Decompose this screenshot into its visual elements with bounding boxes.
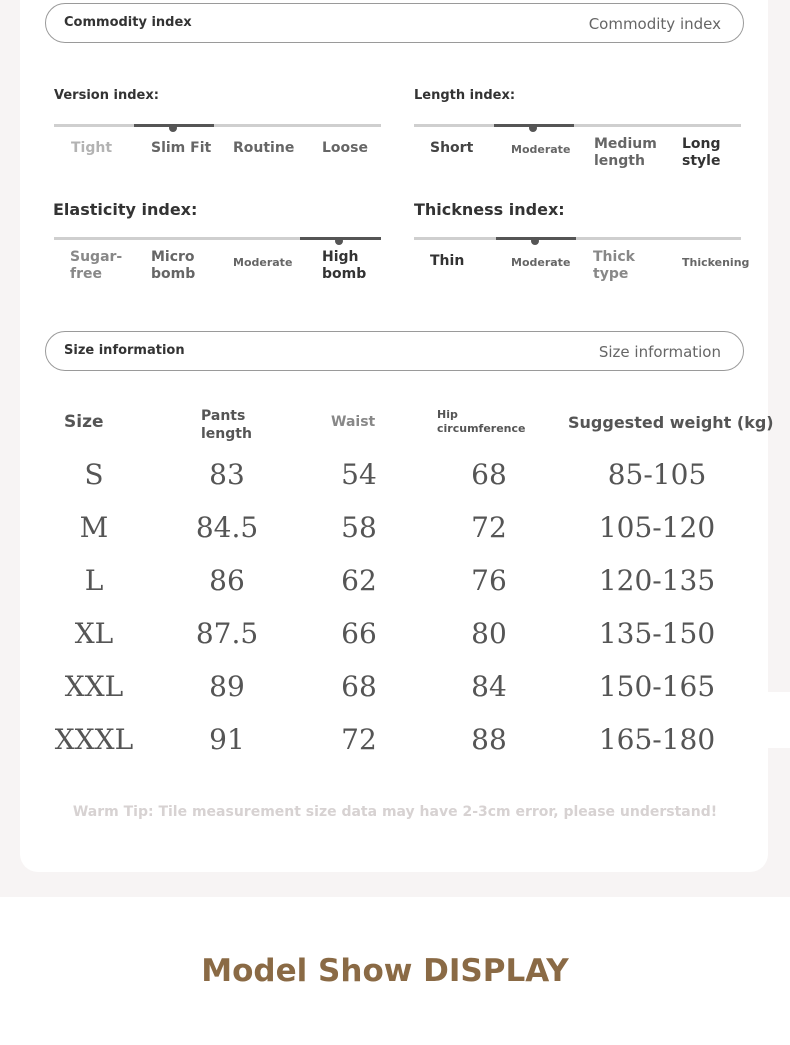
length-selected-dot bbox=[529, 124, 537, 132]
version-scale-track bbox=[54, 124, 381, 127]
elasticity-option-micro-bomb: Micro bomb bbox=[151, 249, 196, 282]
column-header-waist: Waist bbox=[331, 414, 376, 430]
length-scale-track bbox=[414, 124, 741, 127]
cell-pants-length: 83 bbox=[209, 458, 245, 491]
length-option-moderate: Moderate bbox=[511, 143, 571, 156]
cell-pants-length: 87.5 bbox=[195, 617, 259, 650]
cell-hip: 88 bbox=[471, 723, 507, 756]
cell-waist: 72 bbox=[341, 723, 377, 756]
size-information-subtitle: Size information bbox=[598, 343, 721, 361]
column-header-suggested-weight: Suggested weight (kg) bbox=[568, 413, 774, 432]
thickness-selected-dot bbox=[531, 237, 539, 245]
elasticity-option-high-bomb: High bomb bbox=[322, 249, 367, 282]
cell-weight: 85-105 bbox=[607, 458, 707, 491]
cell-waist: 68 bbox=[341, 670, 377, 703]
cell-size: S bbox=[84, 458, 104, 491]
column-header-pants-length: Pants length bbox=[201, 408, 252, 442]
cell-size: XXXL bbox=[54, 723, 134, 756]
version-index-label: Version index: bbox=[54, 88, 159, 103]
cell-size: L bbox=[84, 564, 104, 597]
elasticity-index-label: Elasticity index: bbox=[53, 200, 198, 219]
cell-hip: 68 bbox=[471, 458, 507, 491]
warm-tip: Warm Tip: Tile measurement size data may have 2-3cm error, please understand! bbox=[72, 804, 718, 820]
cell-pants-length: 84.5 bbox=[195, 511, 259, 544]
cell-waist: 66 bbox=[341, 617, 377, 650]
version-option-slim-fit: Slim Fit bbox=[151, 140, 212, 156]
cell-hip: 76 bbox=[471, 564, 507, 597]
length-option-medium-length: Medium length bbox=[594, 136, 657, 169]
cell-weight: 105-120 bbox=[598, 511, 716, 544]
version-option-routine: Routine bbox=[233, 140, 295, 156]
thickness-option-thickening: Thickening bbox=[682, 256, 750, 269]
cell-waist: 58 bbox=[341, 511, 377, 544]
thickness-option-thick-type: Thick type bbox=[593, 249, 635, 282]
column-header-size: Size bbox=[64, 412, 104, 432]
cell-hip: 72 bbox=[471, 511, 507, 544]
model-show-title: Model Show DISPLAY bbox=[201, 953, 569, 989]
length-option-short: Short bbox=[430, 140, 474, 156]
size-information-title: Size information bbox=[64, 343, 185, 358]
cell-waist: 54 bbox=[341, 458, 377, 491]
length-option-long-style: Long style bbox=[682, 136, 721, 169]
commodity-index-header bbox=[45, 3, 744, 43]
thickness-option-thin: Thin bbox=[430, 253, 465, 269]
cell-weight: 165-180 bbox=[598, 723, 716, 756]
thickness-scale-track bbox=[414, 237, 741, 240]
cell-weight: 150-165 bbox=[598, 670, 716, 703]
commodity-index-subtitle: Commodity index bbox=[588, 15, 721, 33]
column-header-hip-circumference: Hip circumference bbox=[437, 408, 526, 435]
cell-size: M bbox=[79, 511, 109, 544]
thickness-index-label: Thickness index: bbox=[414, 200, 565, 219]
cell-pants-length: 89 bbox=[209, 670, 245, 703]
cell-size: XL bbox=[74, 617, 114, 650]
cell-pants-length: 91 bbox=[209, 723, 245, 756]
length-index-label: Length index: bbox=[414, 88, 516, 103]
cell-hip: 80 bbox=[471, 617, 507, 650]
elasticity-option-moderate: Moderate bbox=[233, 256, 293, 269]
version-option-loose: Loose bbox=[322, 140, 368, 156]
elasticity-option-sugar-free: Sugar-free bbox=[70, 249, 123, 282]
cell-waist: 62 bbox=[341, 564, 377, 597]
cell-size: XXL bbox=[64, 670, 124, 703]
cell-weight: 135-150 bbox=[598, 617, 716, 650]
size-information-header bbox=[45, 331, 744, 371]
thickness-option-moderate: Moderate bbox=[511, 256, 571, 269]
cell-pants-length: 86 bbox=[209, 564, 245, 597]
version-option-tight: Tight bbox=[71, 140, 113, 156]
cell-weight: 120-135 bbox=[598, 564, 716, 597]
version-selected-dot bbox=[169, 124, 177, 132]
cell-hip: 84 bbox=[471, 670, 507, 703]
elasticity-selected-dot bbox=[335, 237, 343, 245]
commodity-index-title: Commodity index bbox=[64, 15, 192, 30]
